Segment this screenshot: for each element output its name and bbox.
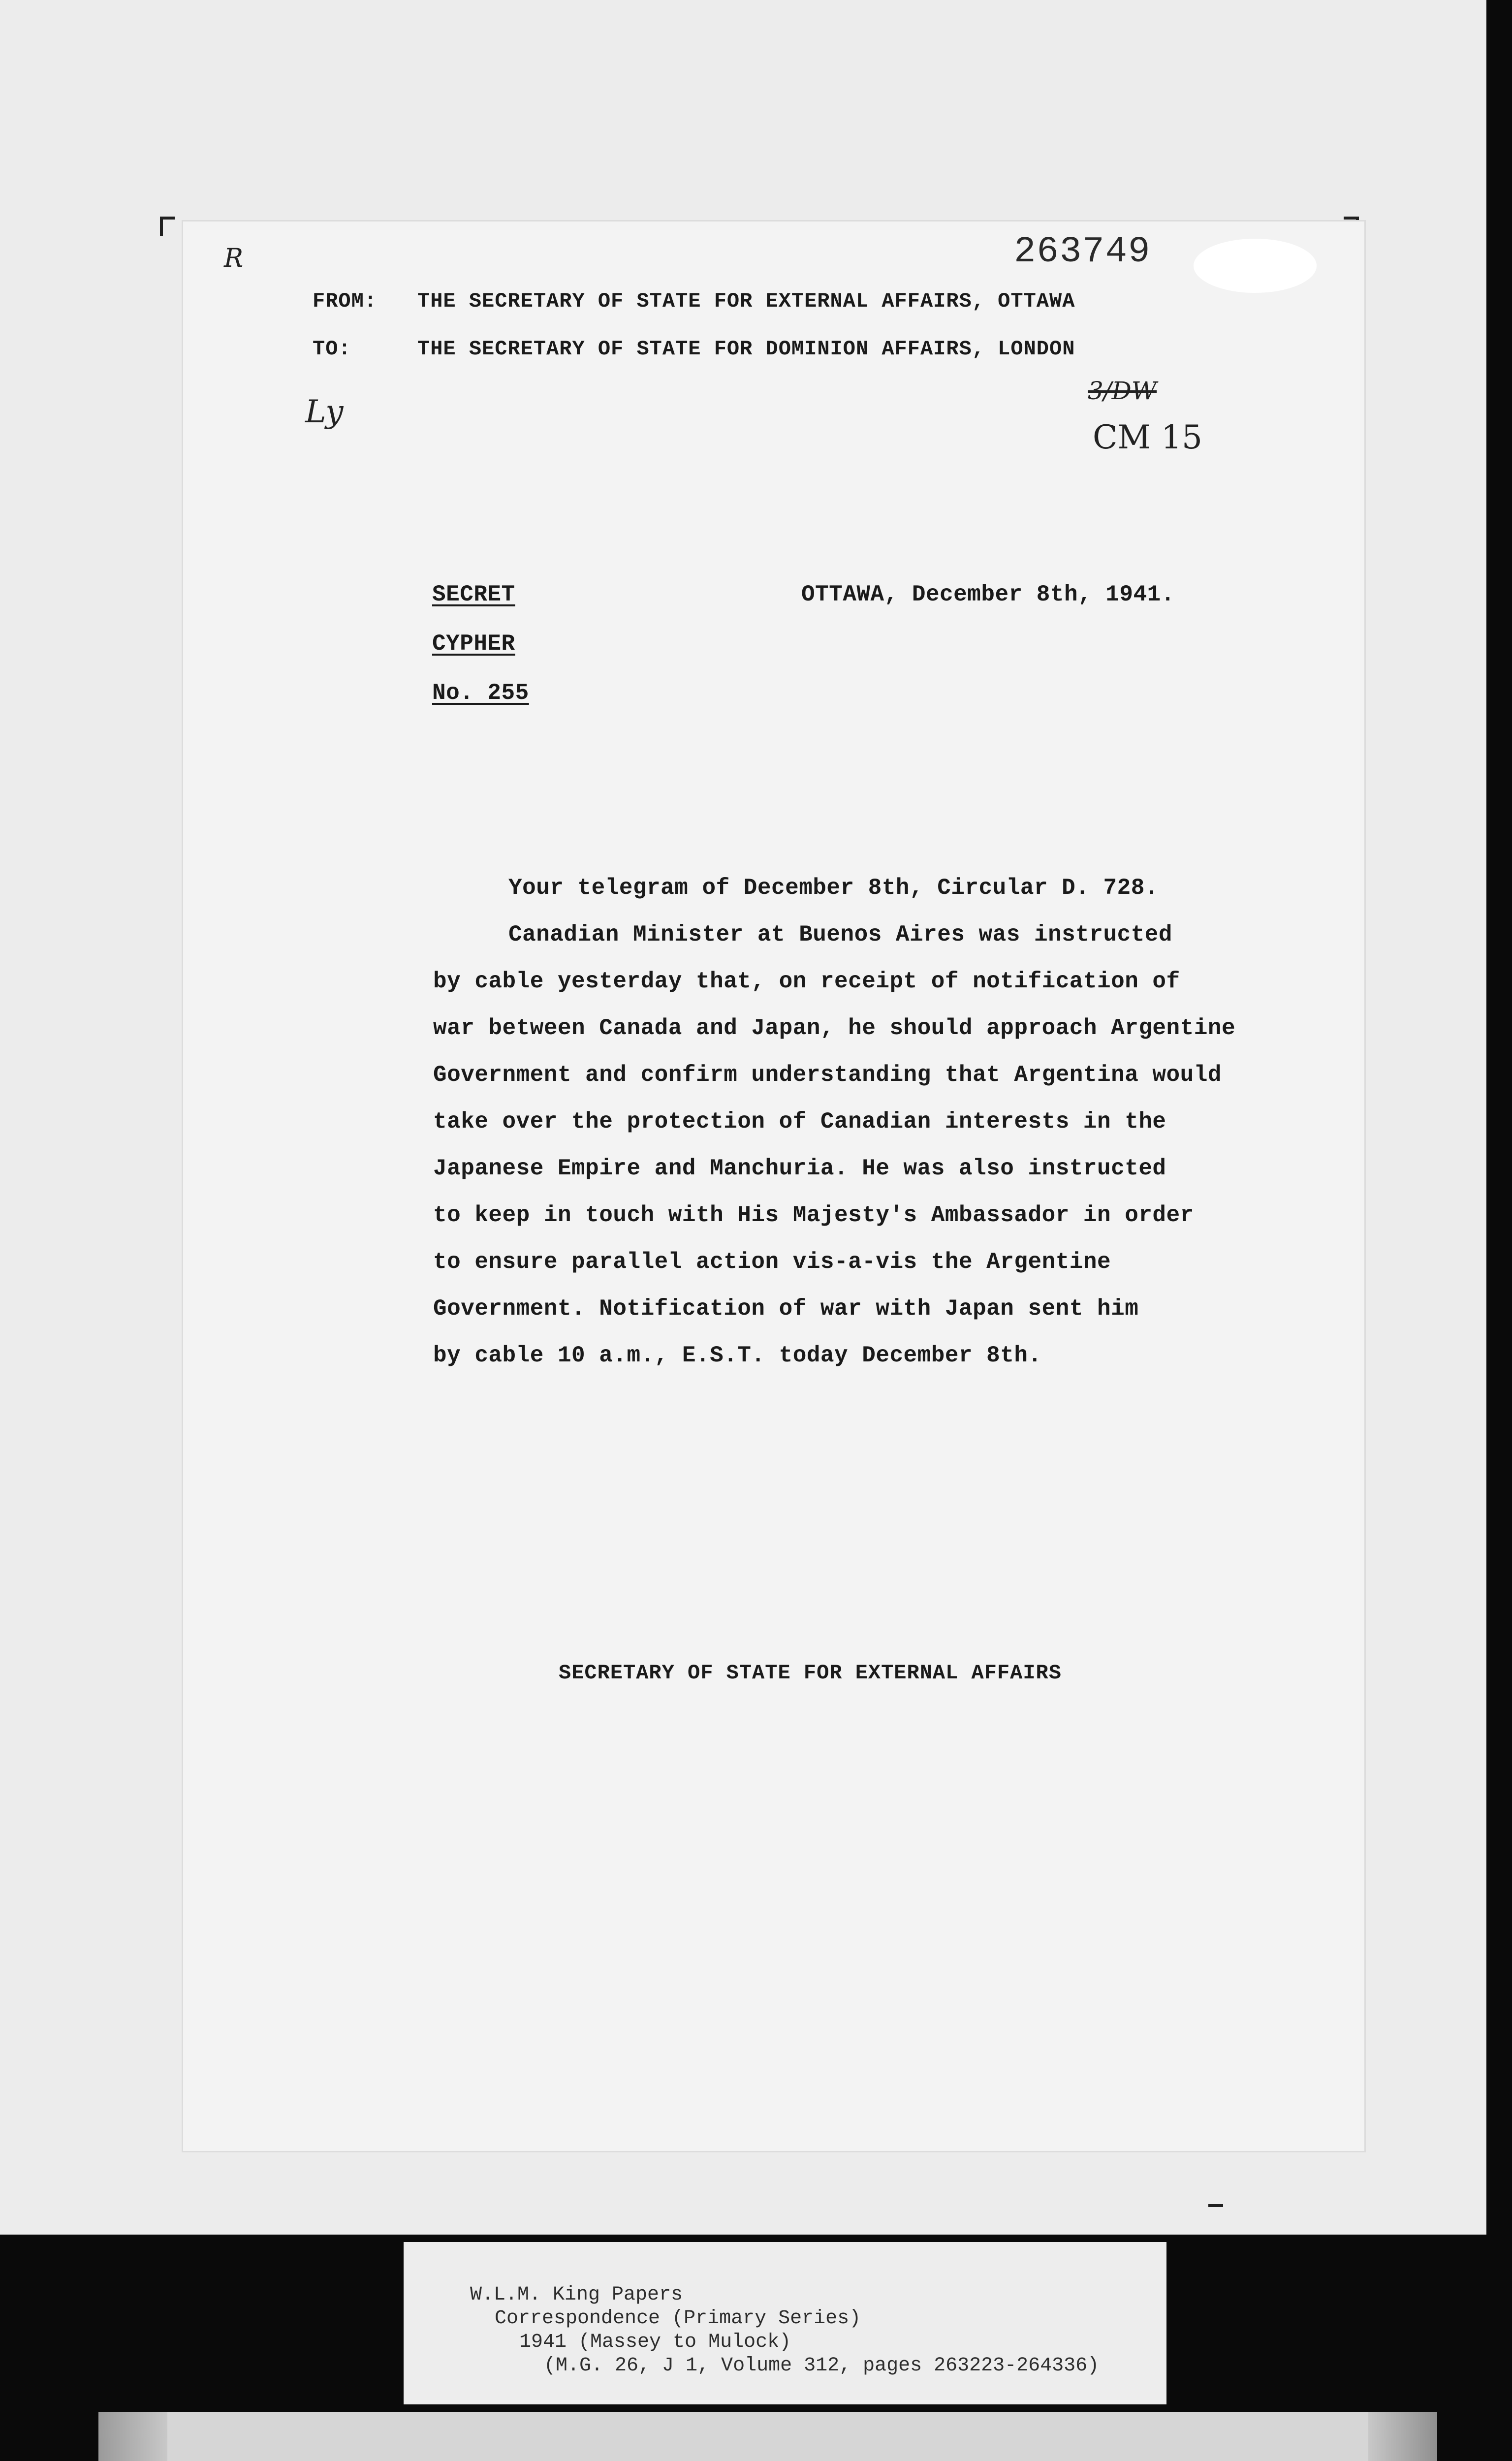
body-line: Japanese Empire and Manchuria. He was also instructed xyxy=(433,1156,1166,1181)
archive-label-line: W.L.M. King Papers xyxy=(470,2284,683,2306)
ink-blot xyxy=(1194,239,1317,293)
edge-speck xyxy=(1208,2204,1223,2207)
plate-edge xyxy=(1368,2412,1437,2461)
file-code-struck: 3/DW xyxy=(1088,377,1157,405)
to-label: TO: xyxy=(313,337,351,361)
body-line: to ensure parallel action vis-a-vis the Argentine xyxy=(433,1249,1111,1275)
crop-mark-top-left xyxy=(160,217,163,236)
handwritten-initials: Ly xyxy=(305,394,344,430)
body-line: by cable 10 a.m., E.S.T. today December 8th. xyxy=(433,1343,1042,1368)
public-archives-plate xyxy=(98,2412,1437,2461)
body-line: to keep in touch with His Majesty's Ambassador in order xyxy=(433,1202,1194,1228)
from-text: THE SECRETARY OF STATE FOR EXTERNAL AFFAIRS, OTTAWA xyxy=(417,289,1075,313)
body-line: take over the protection of Canadian interests in the xyxy=(433,1109,1166,1135)
signature-line: SECRETARY OF STATE FOR EXTERNAL AFFAIRS xyxy=(559,1661,1062,1685)
body-line: Your telegram of December 8th, Circular D. 728. xyxy=(508,875,1159,901)
telegram-number: No. 255 xyxy=(432,680,529,706)
archive-label-line: (M.G. 26, J 1, Volume 312, pages 263223-264336) xyxy=(544,2355,1100,2377)
handwritten-initial: R xyxy=(224,244,244,273)
place-date: OTTAWA, December 8th, 1941. xyxy=(801,582,1175,607)
body-line: Government and confirm understanding that Argentina would xyxy=(433,1062,1222,1088)
crop-mark-top-left-h xyxy=(160,217,175,220)
body-line: war between Canada and Japan, he should approach Argentine xyxy=(433,1015,1236,1041)
body-line: Canadian Minister at Buenos Aires was instructed xyxy=(508,922,1173,947)
reference-number: 263749 xyxy=(1014,231,1151,273)
archive-label-line: 1941 (Massey to Mulock) xyxy=(519,2331,791,2353)
from-label: FROM: xyxy=(313,289,378,313)
crop-mark-top-right-h xyxy=(1344,217,1358,220)
secret-label: SECRET xyxy=(432,582,515,607)
plate-edge xyxy=(98,2412,167,2461)
cypher-label: CYPHER xyxy=(432,631,515,657)
body-line: by cable yesterday that, on receipt of notification of xyxy=(433,969,1180,994)
body-line: Government. Notification of war with Japan sent him xyxy=(433,1296,1139,1322)
telegram-document xyxy=(183,221,1364,2151)
to-text: THE SECRETARY OF STATE FOR DOMINION AFFAIRS, LONDON xyxy=(417,337,1075,361)
file-code: CM 15 xyxy=(1093,418,1203,456)
archive-label-line: Correspondence (Primary Series) xyxy=(495,2307,861,2330)
